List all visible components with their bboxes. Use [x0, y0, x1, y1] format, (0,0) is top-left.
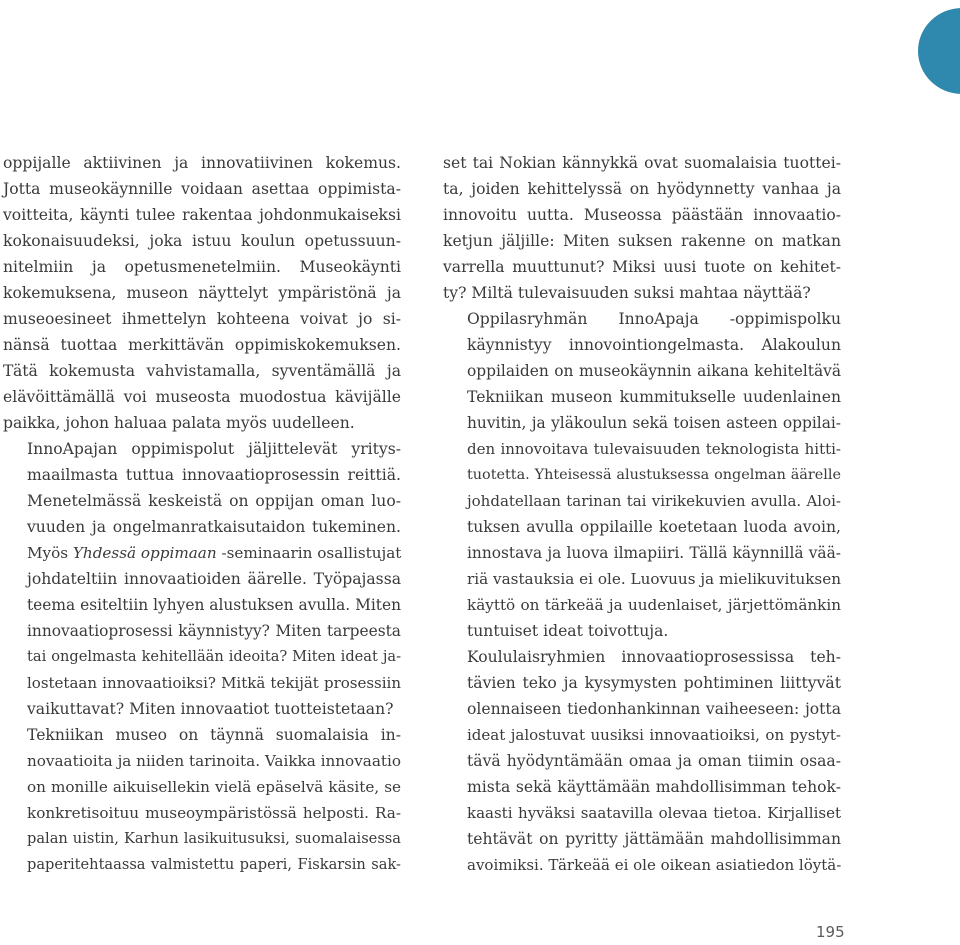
text-line: tävien teko ja kysymysten pohtiminen liittyvät: [467, 674, 841, 692]
seminar-title-italic: Yhdessä oppimaan: [72, 544, 217, 562]
text-line: on monille aikuisellekin vielä epäselvä käsite, se: [27, 778, 401, 796]
text-line: mista sekä käyttämään mahdollisimman tehok-: [467, 778, 841, 796]
text-fragment: -seminaarin osallistujat: [216, 544, 402, 562]
text-line: ty? Miltä tulevaisuuden suksi mahtaa näyttää?: [443, 284, 811, 302]
text-line: palan uistin, Karhun lasikuitusuksi, suomalaisessa: [27, 830, 401, 847]
text-line: kaasti hyväksi saatavilla olevaa tietoa. Kirjalliset: [467, 804, 841, 822]
text-line: johdateltiin innovaatioiden äärelle. Työpajassa: [27, 570, 401, 588]
left-paragraph-3: [3, 722, 401, 878]
text-line: vuuden ja ongelmanratkaisutaidon tukeminen.: [27, 518, 401, 536]
text-line: oppilaiden on museokäynnin aikana kehiteltävä: [467, 362, 841, 380]
text-line: käyttö on tärkeää ja uudenlaiset, järjettömänkin: [467, 596, 841, 614]
right-paragraph-3: [443, 644, 841, 878]
text-line: kokonaisuudeksi, joka istuu koulun opetussuun-: [3, 232, 401, 250]
page-corner-tab: [918, 8, 960, 94]
text-line: Menetelmässä keskeistä on oppijan oman luo-: [27, 492, 401, 510]
text-line: paikka, johon haluaa palata myös uudelleen.: [3, 414, 355, 432]
text-line: vaikuttavat? Miten innovaatiot tuotteistetaan?: [27, 700, 394, 718]
text-line: den innovoitava tulevaisuuden teknologista hitti-: [467, 440, 841, 458]
text-line: ideat jalostuvat uusiksi innovaatioiksi, on pystyt-: [467, 726, 841, 744]
text-line: ketjun jäljille: Miten suksen rakenne on matkan: [443, 232, 841, 250]
left-paragraph-1: [3, 150, 401, 436]
page-number: 195: [816, 923, 845, 941]
text-line: Tekniikan museon kummitukselle uudenlainen: [467, 388, 841, 406]
text-line: olennaiseen tiedonhankinnan vaiheeseen: jotta: [467, 700, 841, 718]
text-line: Tekniikan museo on täynnä suomalaisia in-: [27, 726, 401, 744]
text-line: tehtävät on pyritty jättämään mahdollisimman: [467, 830, 841, 848]
text-line: tai ongelmasta kehitellään ideoita? Miten ideat ja-: [27, 648, 401, 665]
right-paragraph-2: [443, 306, 841, 644]
text-line-with-italic: [3, 540, 401, 566]
text-line: lostetaan innovaatioiksi? Mitkä tekijät prosessiin: [27, 674, 401, 692]
text-line: novaatioita ja niiden tarinoita. Vaikka innovaatio: [27, 752, 401, 770]
text-line: InnoApajan oppimispolut jäljittelevät yritys-: [27, 440, 401, 458]
text-line: riä vastauksia ei ole. Luovuus ja mielikuvituksen: [467, 570, 841, 588]
text-line: maailmasta tuttua innovaatioprosessin reittiä.: [27, 466, 401, 484]
left-column: [3, 150, 401, 878]
text-line: set tai Nokian kännykkä ovat suomalaisia tuottei-: [443, 154, 841, 172]
text-line: voitteita, käynti tulee rakentaa johdonmukaiseksi: [3, 206, 401, 224]
text-line: avoimiksi. Tärkeää ei ole oikean asiatiedon löytä-: [467, 856, 842, 874]
text-fragment: Myös: [27, 544, 73, 562]
text-line: Jotta museokäynnille voidaan asettaa oppimista-: [3, 180, 401, 198]
right-paragraph-1: [443, 150, 841, 306]
text-line: teema esiteltiin lyhyen alustuksen avulla. Miten: [27, 596, 401, 614]
text-line: oppijalle aktiivinen ja innovatiivinen kokemus.: [3, 154, 401, 172]
text-line: innostava ja luova ilmapiiri. Tällä käynnillä vää-: [467, 544, 841, 562]
text-line: elävöittämällä voi museosta muodostua kävijälle: [3, 388, 401, 406]
text-line: tuotetta. Yhteisessä alustuksessa ongelman äärelle: [467, 467, 841, 483]
text-line: Oppilasryhmän InnoApaja -oppimispolku: [467, 310, 841, 328]
text-line: nänsä tuottaa merkittävän oppimiskokemuksen.: [3, 336, 401, 354]
text-line: tuntuiset ideat toivottuja.: [467, 622, 669, 640]
text-line: johdatellaan tarinan tai virikekuvien avulla. Aloi-: [467, 492, 841, 510]
text-line: innovoitu uutta. Museossa päästään innovaatio-: [443, 206, 841, 224]
text-line: tuksen avulla oppilaille koetetaan luoda avoin,: [467, 518, 841, 536]
text-line: nitelmiin ja opetusmenetelmiin. Museokäynti: [3, 258, 401, 276]
text-line: ta, joiden kehittelyssä on hyödynnetty vanhaa ja: [443, 180, 841, 198]
text-line: käynnistyy innovointiongelmasta. Alakoulun: [467, 336, 841, 354]
text-line: kokemuksena, museon näyttelyt ympäristönä ja: [3, 284, 401, 302]
text-line: huvitin, ja yläkoulun sekä toisen asteen oppilai-: [467, 414, 841, 432]
text-line: Tätä kokemusta vahvistamalla, syventämällä ja: [3, 362, 401, 380]
text-line: tävä hyödyntämään omaa ja oman tiimin osaa-: [467, 752, 841, 770]
right-column: [443, 150, 841, 878]
text-line: konkretisoituu museoympäristössä helposti. Ra-: [27, 804, 401, 822]
text-line: Koululaisryhmien innovaatioprosessissa teh-: [467, 648, 841, 666]
text-line: paperitehtaassa valmistettu paperi, Fiskarsin sak-: [27, 856, 401, 873]
text-line: innovaatioprosessi käynnistyy? Miten tarpeesta: [27, 622, 401, 640]
text-line: varrella muuttunut? Miksi uusi tuote on kehitet-: [443, 258, 841, 276]
text-line: museoesineet ihmettelyn kohteena voivat jo si-: [3, 310, 401, 328]
left-paragraph-2: [3, 436, 401, 722]
